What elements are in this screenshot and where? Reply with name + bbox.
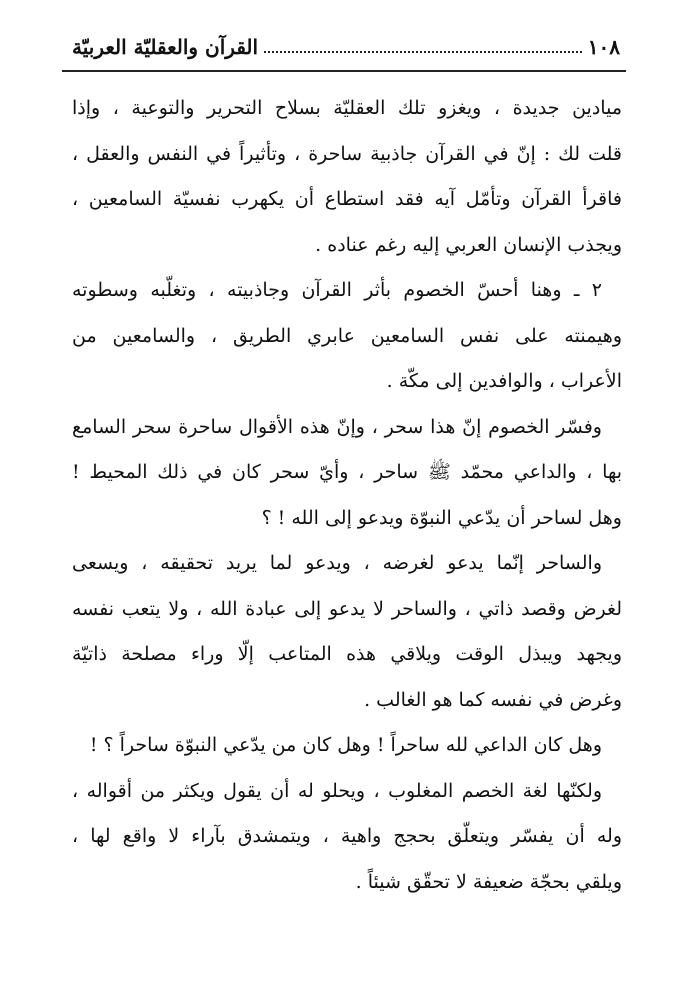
text-line: ولكنّها لغة الخصم المغلوب ، ويحلو له أن يقول ويكثر من أقواله ، — [72, 779, 602, 802]
text-line: قلت لك : إنّ في القرآن جاذبية ساحرة ، وتأثيراً في النفس والعقل ، — [72, 142, 622, 165]
paragraph-4 — [72, 541, 622, 723]
paragraph-2 — [72, 268, 622, 405]
running-header — [72, 30, 620, 64]
text-line: وله أن يفسّر ويتعلّق بحجج واهية ، ويتمشدق بآراء لا واقع لها ، — [72, 825, 622, 847]
paragraph-6 — [72, 769, 622, 906]
paragraph-1 — [72, 86, 622, 268]
header-dot-leader — [264, 51, 582, 53]
text-line: لغرض وقصد ذاتي ، والساحر لا يدعو إلى عبادة الله ، ولا يتعب نفسه — [72, 597, 622, 620]
text-line: ويجهد ويبذل الوقت ويلاقي هذه المتاعب إلّا وراء مصلحة ذاتيّة — [72, 643, 622, 665]
text-line: وغرض في نفسه كما هو الغالب . — [364, 688, 622, 711]
text-line: ميادين جديدة ، ويغزو تلك العقليّة بسلاح التحرير والتوعية ، وإذا — [72, 97, 622, 119]
running-title: القرآن والعقليّة العربيّة — [72, 35, 259, 59]
body-text — [72, 86, 622, 905]
text-line: ويجذب الإنسان العربي إليه رغم عناده . — [315, 233, 622, 256]
header-rule — [62, 70, 626, 72]
text-line: ٢ ـ وهنا أحسّ الخصوم بأثر القرآن وجاذبيته ، وتغلّبه وسطوته — [72, 279, 602, 301]
text-line: الأعراب ، والوافدين إلى مكّة . — [386, 370, 622, 392]
text-line: والساحر إنّما يدعو لغرضه ، ويدعو لما يريد تحقيقه ، ويسعى — [72, 552, 602, 574]
text-line: وهيمنته على نفس السامعين عابري الطريق ، والسامعين من — [72, 324, 622, 347]
page-number: ١٠٨ — [587, 35, 620, 59]
paragraph-3 — [72, 405, 622, 542]
text-line: بها ، والداعي محمّد ﷺ ساحر ، وأيّ سحر كان في ذلك المحيط ! — [72, 461, 622, 483]
paragraph-5 — [72, 723, 622, 769]
text-line: فاقرأ القرآن وتأمّل آيه فقد استطاع أن يكهرب نفسيّة السامعين ، — [72, 188, 622, 210]
text-line: وفسّر الخصوم إنّ هذا سحر ، وإنّ هذه الأقوال ساحرة سحر السامع — [72, 415, 602, 438]
text-line: ويلقي بحجّة ضعيفة لا تحقّق شيئاً . — [355, 870, 622, 893]
text-line: وهل لساحر أن يدّعي النبوّة ويدعو إلى الله ! ؟ — [261, 506, 622, 529]
text-line: وهل كان الداعي لله ساحراً ! وهل كان من يدّعي النبوّة ساحراً ؟ ! — [89, 734, 602, 756]
